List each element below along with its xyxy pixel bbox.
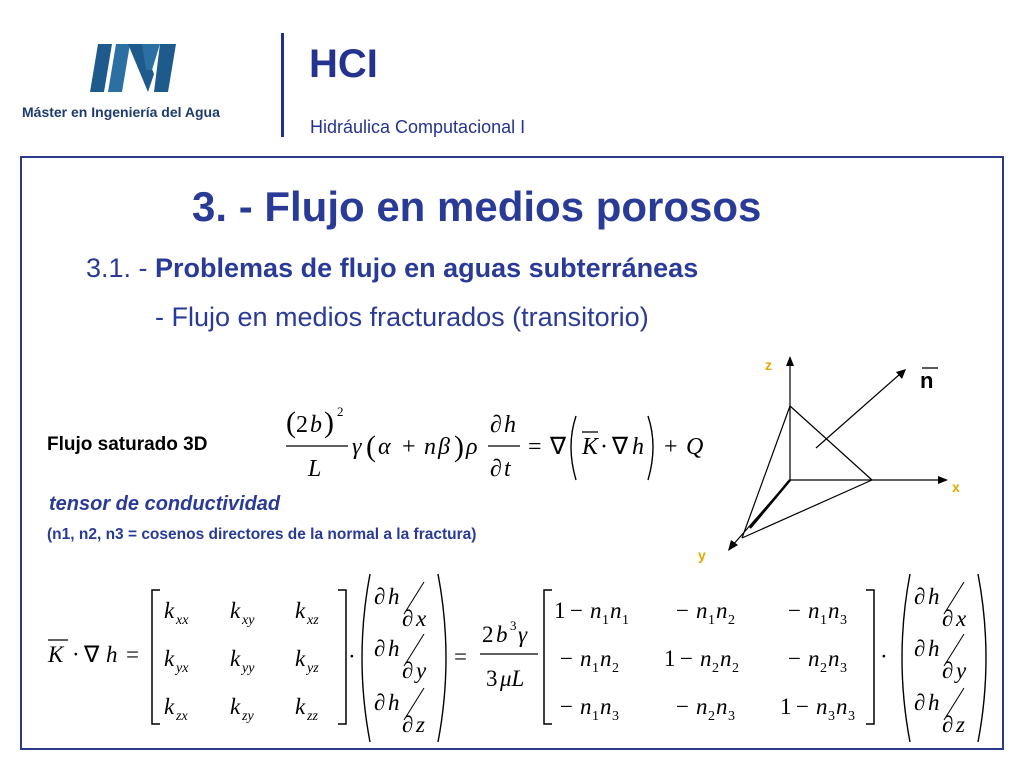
cosines-note: (n1, n2, n3 = cosenos directores de la normal a la fractura) xyxy=(47,526,477,543)
svg-text:−: − xyxy=(788,598,801,623)
svg-text:−: − xyxy=(788,646,801,671)
equation-label: Flujo saturado 3D xyxy=(47,434,208,455)
svg-text:z: z xyxy=(416,712,425,737)
svg-text:+: + xyxy=(664,434,678,460)
svg-text:1: 1 xyxy=(708,613,715,628)
svg-text:k: k xyxy=(230,646,241,671)
svg-text:zx: zx xyxy=(176,709,188,724)
svg-text:z: z xyxy=(956,712,965,737)
svg-text:−: − xyxy=(676,694,689,719)
section-title: Problemas de flujo en aguas subterráneas xyxy=(155,253,699,283)
svg-text:∂: ∂ xyxy=(942,712,954,737)
svg-text:n: n xyxy=(580,646,592,671)
svg-text:·: · xyxy=(600,434,608,460)
svg-text:·: · xyxy=(348,644,356,669)
flow-equation xyxy=(280,398,740,490)
svg-text:γ: γ xyxy=(352,434,362,460)
svg-text:∂: ∂ xyxy=(402,712,414,737)
svg-text:y: y xyxy=(956,658,967,683)
svg-text:h: h xyxy=(106,642,118,667)
svg-text:Q: Q xyxy=(686,434,704,460)
svg-text:2: 2 xyxy=(728,613,735,628)
svg-text:∇: ∇ xyxy=(612,434,629,460)
svg-text:b: b xyxy=(310,412,322,438)
svg-text:h: h xyxy=(928,636,940,661)
svg-text:∂: ∂ xyxy=(914,690,926,715)
svg-text:−: − xyxy=(680,646,693,671)
svg-text:n: n xyxy=(808,646,820,671)
svg-text:(: ( xyxy=(286,406,296,439)
svg-text:(: ( xyxy=(366,430,376,463)
svg-text:ρ: ρ xyxy=(466,434,478,460)
svg-text:zy: zy xyxy=(242,709,254,724)
svg-text:−: − xyxy=(676,598,689,623)
svg-text:1: 1 xyxy=(554,598,566,623)
svg-text:k: k xyxy=(164,694,175,719)
svg-text:k: k xyxy=(164,598,175,623)
svg-text:n: n xyxy=(720,646,732,671)
section-heading xyxy=(86,253,698,284)
svg-text:h: h xyxy=(388,636,400,661)
svg-text:k: k xyxy=(164,646,175,671)
svg-text:+: + xyxy=(402,434,416,460)
svg-text:∂: ∂ xyxy=(402,606,414,631)
svg-text:α: α xyxy=(378,434,391,460)
svg-text:2: 2 xyxy=(820,661,827,676)
svg-text:∂: ∂ xyxy=(490,412,502,438)
svg-text:−: − xyxy=(560,646,573,671)
svg-text:h: h xyxy=(928,690,940,715)
svg-text:k: k xyxy=(295,694,306,719)
svg-text:−: − xyxy=(560,694,573,719)
svg-text:K: K xyxy=(582,434,599,460)
svg-text:3: 3 xyxy=(848,709,855,724)
section-number: 3.1. - xyxy=(86,253,156,283)
course-name: Hidráulica Computacional I xyxy=(310,117,526,137)
svg-text:xz: xz xyxy=(307,613,319,628)
svg-text:γ: γ xyxy=(518,622,528,647)
svg-text:β: β xyxy=(438,434,450,460)
svg-text:3: 3 xyxy=(828,709,835,724)
conductivity-tensor-equation xyxy=(40,568,1010,748)
svg-text:n: n xyxy=(700,646,712,671)
svg-text:3: 3 xyxy=(728,709,735,724)
svg-text:n: n xyxy=(828,646,840,671)
svg-text:∇: ∇ xyxy=(550,434,567,460)
svg-text:∂: ∂ xyxy=(374,690,386,715)
axis-x-label: x xyxy=(952,479,960,495)
svg-text:3: 3 xyxy=(612,709,619,724)
svg-text:xx: xx xyxy=(176,613,189,628)
svg-text:): ) xyxy=(324,406,334,439)
svg-text:K: K xyxy=(48,642,64,667)
svg-text:h: h xyxy=(504,412,516,438)
svg-text:1: 1 xyxy=(592,709,599,724)
header-divider xyxy=(281,33,284,137)
svg-text:n: n xyxy=(716,694,728,719)
svg-text:∂: ∂ xyxy=(914,636,926,661)
svg-text:n: n xyxy=(808,598,820,623)
svg-text:∂: ∂ xyxy=(402,658,414,683)
svg-text:h: h xyxy=(388,690,400,715)
tensor-label: tensor de conductividad xyxy=(49,493,281,515)
svg-text:k: k xyxy=(295,646,306,671)
svg-text:2: 2 xyxy=(732,661,739,676)
svg-text:1: 1 xyxy=(622,613,629,628)
svg-text:∇: ∇ xyxy=(84,642,100,667)
svg-text:·: · xyxy=(880,644,888,669)
svg-text:L: L xyxy=(308,456,322,482)
svg-text:x: x xyxy=(416,606,427,631)
svg-text:2: 2 xyxy=(612,661,619,676)
svg-text:n: n xyxy=(580,694,592,719)
svg-text:1: 1 xyxy=(592,661,599,676)
svg-text:1: 1 xyxy=(820,613,827,628)
svg-text:−: − xyxy=(570,598,583,623)
svg-text:b: b xyxy=(496,622,508,647)
svg-text:): ) xyxy=(454,430,464,463)
svg-text:k: k xyxy=(295,598,306,623)
svg-text:k: k xyxy=(230,694,241,719)
svg-text:1: 1 xyxy=(664,646,676,671)
svg-text:=: = xyxy=(126,642,139,667)
svg-text:1: 1 xyxy=(780,694,792,719)
svg-text:3: 3 xyxy=(840,661,847,676)
svg-text:n: n xyxy=(610,598,622,623)
svg-text:zz: zz xyxy=(307,709,318,724)
svg-text:3: 3 xyxy=(840,613,847,628)
svg-text:n: n xyxy=(424,434,436,460)
svg-text:∂: ∂ xyxy=(942,658,954,683)
svg-text:∂: ∂ xyxy=(374,636,386,661)
svg-text:n: n xyxy=(816,694,828,719)
svg-text:·: · xyxy=(72,642,80,667)
svg-text:n: n xyxy=(600,694,612,719)
axis-z-label: z xyxy=(765,357,772,373)
svg-text:=: = xyxy=(528,434,542,460)
svg-text:t: t xyxy=(504,456,511,482)
svg-text:2: 2 xyxy=(708,709,715,724)
svg-text:yz: yz xyxy=(307,661,319,676)
svg-text:μL: μL xyxy=(500,666,525,691)
svg-text:2: 2 xyxy=(482,622,494,647)
normal-vector-label: n xyxy=(920,368,934,393)
svg-text:2: 2 xyxy=(337,404,344,419)
svg-text:3: 3 xyxy=(486,666,498,691)
svg-text:2: 2 xyxy=(296,412,308,438)
svg-text:∂: ∂ xyxy=(942,606,954,631)
svg-text:h: h xyxy=(388,584,400,609)
svg-text:∂: ∂ xyxy=(374,584,386,609)
svg-text:3: 3 xyxy=(510,618,517,633)
svg-text:xy: xy xyxy=(242,613,255,628)
svg-text:∂: ∂ xyxy=(914,584,926,609)
svg-text:yy: yy xyxy=(242,661,255,676)
fracture-axes-diagram xyxy=(690,348,980,568)
svg-text:n: n xyxy=(716,598,728,623)
svg-text:k: k xyxy=(230,598,241,623)
svg-text:n: n xyxy=(590,598,602,623)
slide-title: 3. - Flujo en medios porosos xyxy=(192,183,762,230)
course-code: HCI xyxy=(309,42,378,86)
svg-text:x: x xyxy=(956,606,967,631)
svg-text:n: n xyxy=(696,598,708,623)
svg-text:h: h xyxy=(632,434,644,460)
logo-caption: Máster en Ingeniería del Agua xyxy=(22,104,220,120)
svg-text:h: h xyxy=(928,584,940,609)
svg-text:1: 1 xyxy=(602,613,609,628)
svg-text:=: = xyxy=(454,644,467,669)
svg-text:∂: ∂ xyxy=(490,456,502,482)
svg-text:n: n xyxy=(836,694,848,719)
svg-text:2: 2 xyxy=(712,661,719,676)
svg-text:yx: yx xyxy=(176,661,189,676)
svg-text:n: n xyxy=(696,694,708,719)
axis-y-label: y xyxy=(698,547,706,563)
svg-text:y: y xyxy=(416,658,427,683)
subsection-heading: - Flujo en medios fracturados (transitorio) xyxy=(155,302,649,332)
svg-text:n: n xyxy=(600,646,612,671)
svg-text:n: n xyxy=(828,598,840,623)
svg-text:−: − xyxy=(796,694,809,719)
